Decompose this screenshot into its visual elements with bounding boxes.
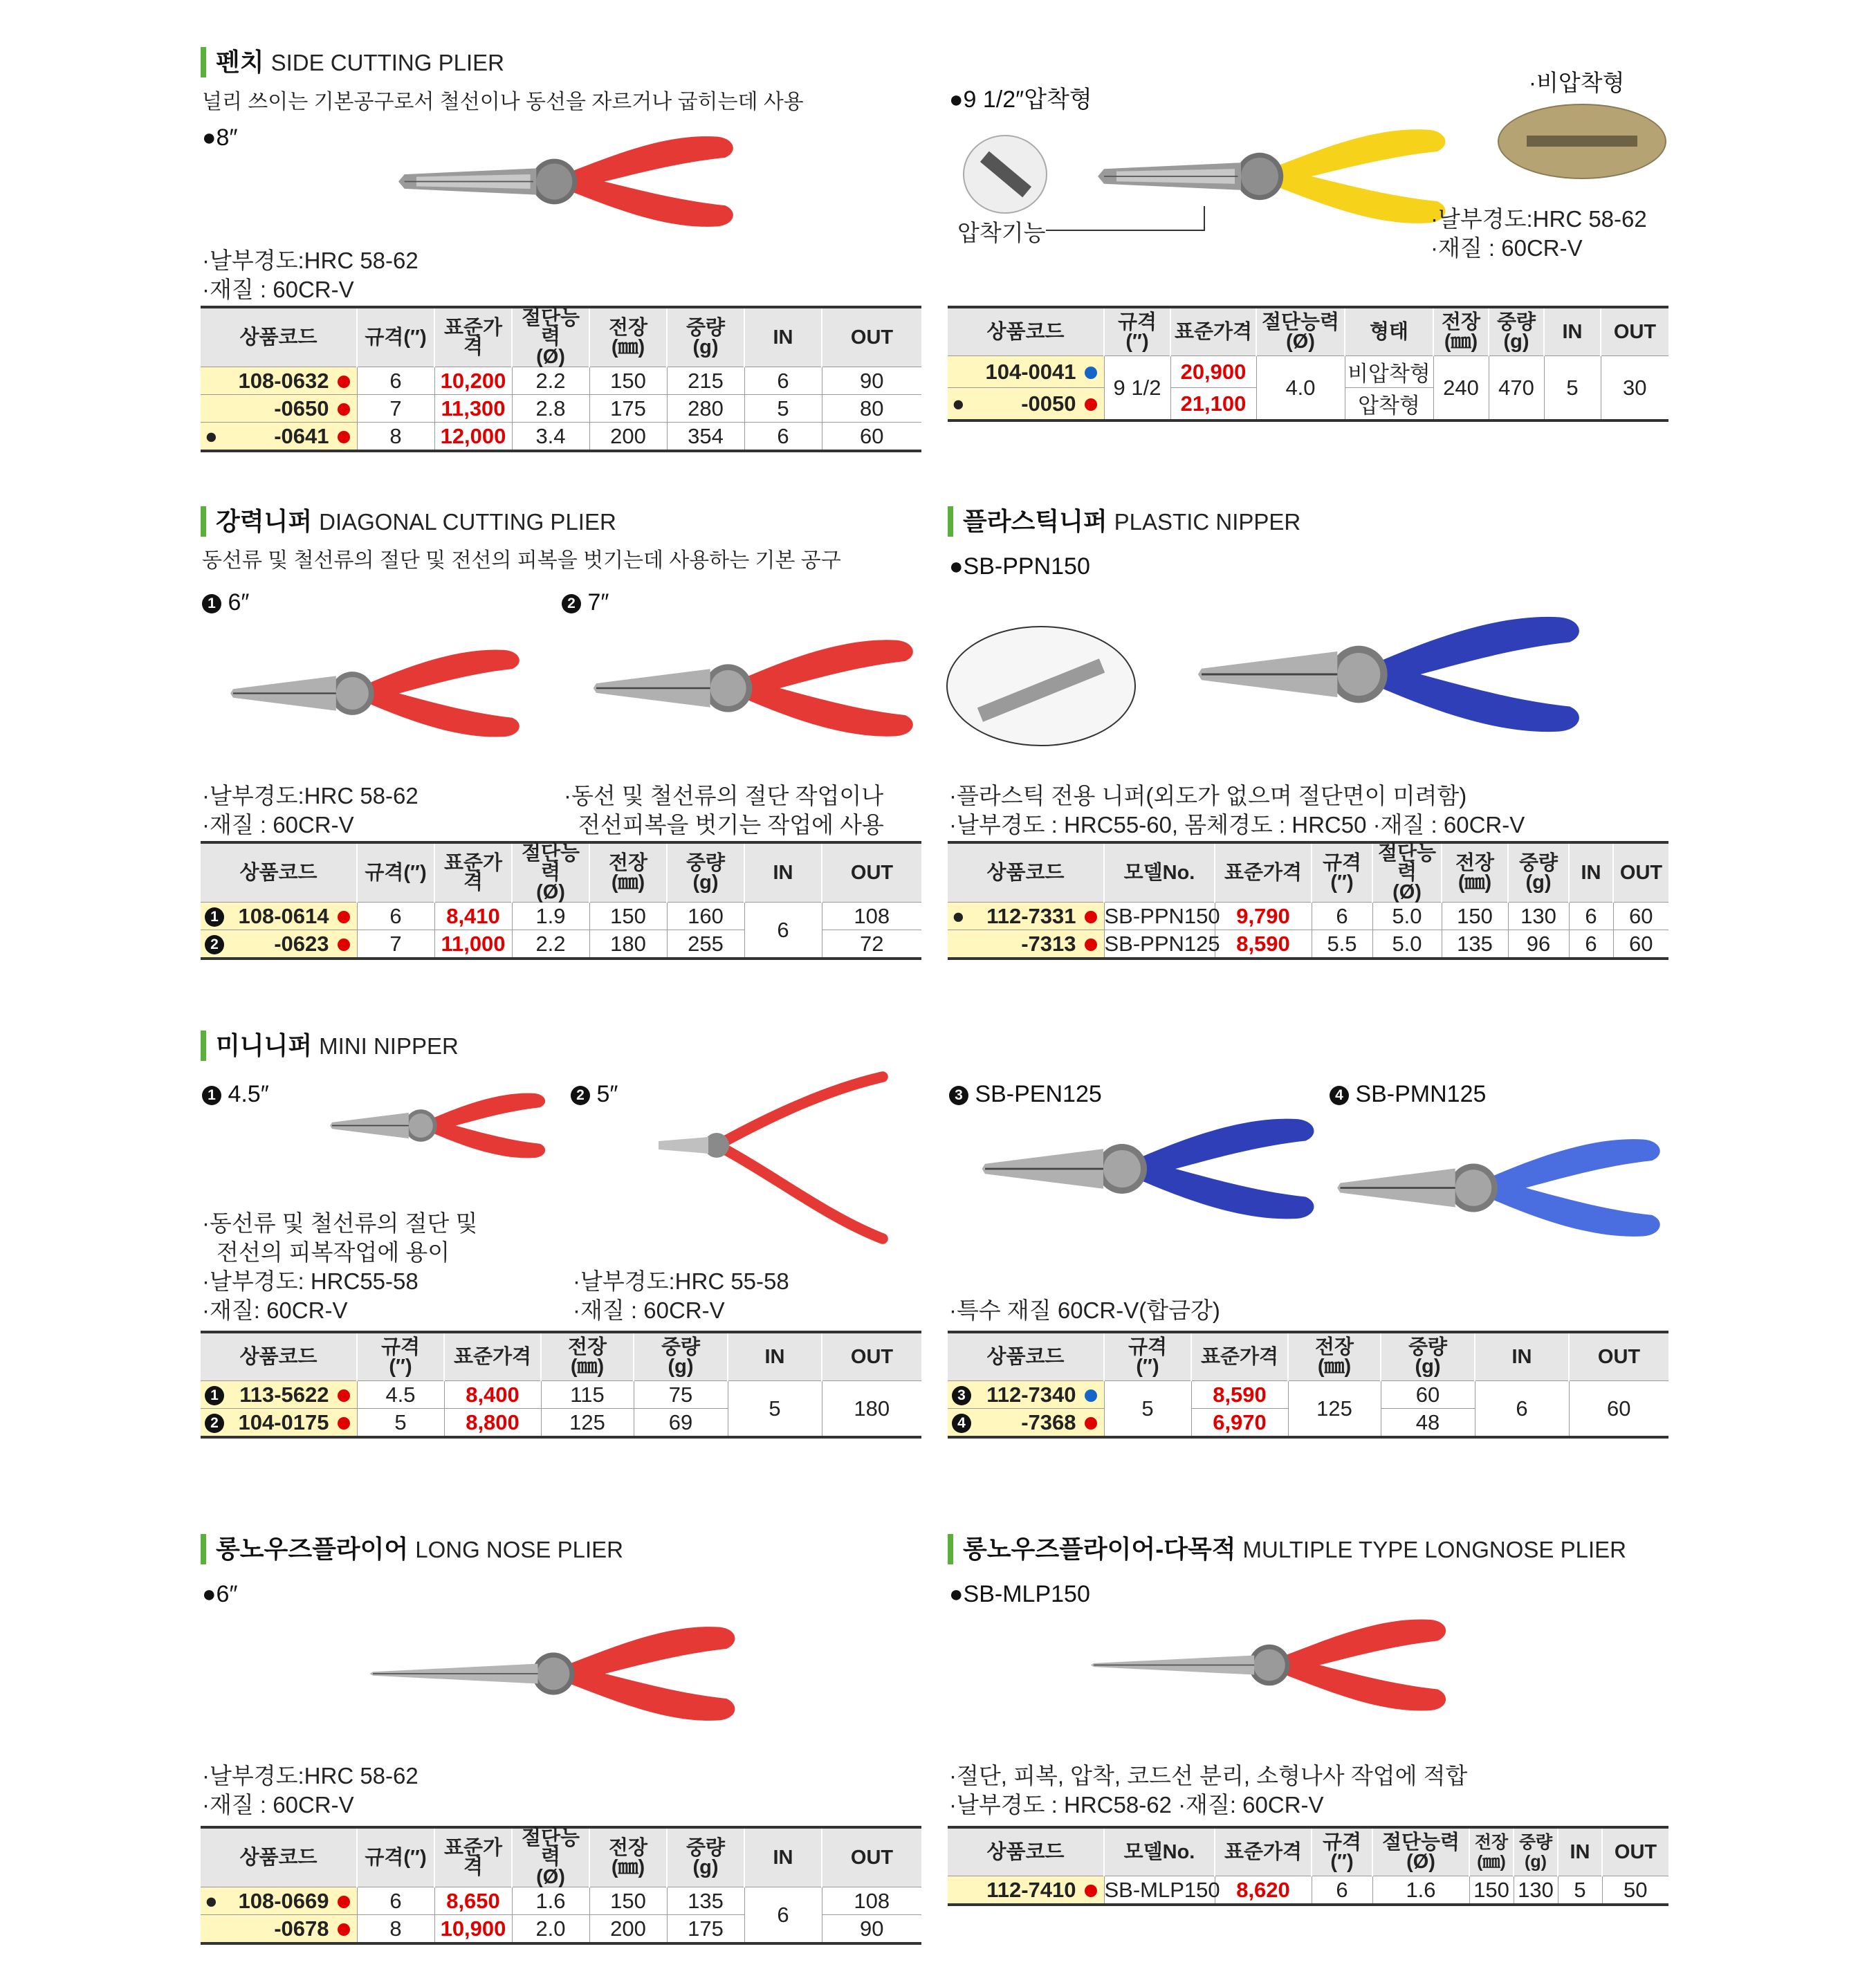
spec-material: ·재질 : 60CR-V bbox=[202, 1792, 354, 1818]
table-crimping bbox=[948, 306, 1668, 422]
spec-hardness: ·날부경도: HRC55-58 bbox=[202, 1268, 419, 1294]
spec-material: ·특수 재질 60CR-V(합금강) bbox=[949, 1297, 1220, 1323]
table-header: 상품코드 모델No. 표준가격 규격 (″) 절단능력 (Ø) 전장 (㎜) 중량 (g) IN OUT bbox=[948, 842, 1668, 903]
table-longnose bbox=[201, 1826, 921, 1945]
spec-hardness-2: ·날부경도:HRC 55-58 bbox=[573, 1268, 789, 1294]
col-cut: 절단능력 (Ø) bbox=[512, 307, 589, 367]
table-row: ● 112-7331 SB-PPN150 9,790 6 5.0 150 130 6 60 bbox=[948, 903, 1668, 930]
table-row: 2 104-0175 5 8,800 125 69 bbox=[201, 1409, 921, 1438]
spec-usage-1: ·동선류 및 철선류의 절단 및 bbox=[202, 1210, 478, 1236]
spec-hardness-material: ·날부경도 : HRC55-60, 몸체경도 : HRC50 ·재질 : 60CR-V bbox=[949, 812, 1525, 838]
product-code: ● -0641 bbox=[201, 423, 357, 452]
size-label: ●8″ bbox=[202, 124, 238, 151]
spec-material: ·재질 : 60CR-V bbox=[202, 812, 354, 838]
table-header: 상품코드 모델No. 표준가격 규격 (″) 절단능력 (Ø) 전장 (㎜) 중량 (g) IN OUT bbox=[948, 1827, 1668, 1876]
section-title-diagonal: 강력니퍼 DIAGONAL CUTTING PLIER bbox=[201, 506, 616, 537]
table-row: 2 -0623 7 11,000 2.2 180 255 72 bbox=[201, 930, 921, 959]
table-header: 상품코드 규격(″) 표준가격 절단능력 (Ø) 전장 (㎜) 중량 (g) IN OUT bbox=[201, 1827, 921, 1887]
table-row: 104-0041 9 1/2 20,900 4.0 비압착형 240 470 5 30 bbox=[948, 356, 1668, 388]
table-row: 1 108-0614 6 8,410 1.9 150 160 6 108 bbox=[201, 903, 921, 930]
col-len: 전장 (㎜) bbox=[589, 307, 667, 367]
spec-usage: ·절단, 피복, 압착, 코드선 분리, 소형나사 작업에 적합 bbox=[949, 1763, 1468, 1788]
diagonal-plier-6-image bbox=[201, 636, 526, 750]
pen125-nipper-image bbox=[948, 1100, 1321, 1238]
table-header: 상품코드 규격(″) 표준가격 절단능력 (Ø) 전장 (㎜) 중량 (g) IN OUT bbox=[201, 842, 921, 903]
plastic-nipper-image bbox=[1159, 602, 1588, 747]
spec-hardness: ·날부경도:HRC 58-62 bbox=[202, 1763, 419, 1788]
pmn125-nipper-image bbox=[1300, 1127, 1671, 1248]
size-label-3: 3 SB-PEN125 bbox=[949, 1081, 1102, 1108]
section-title-longnose: 롱노우즈플라이어 LONG NOSE PLIER bbox=[201, 1534, 623, 1564]
table-row: -7313 SB-PPN125 8,590 5.5 5.0 135 96 6 60 bbox=[948, 930, 1668, 959]
spec-material: ·재질 : 60CR-V bbox=[202, 277, 354, 302]
mini-nipper-5-image bbox=[650, 1069, 899, 1255]
spec-usage-2: 전선의 피복작업에 용이 bbox=[217, 1239, 450, 1265]
table-header: 상품코드 규격 (″) 표준가격 전장 (㎜) 중량 (g) IN OUT bbox=[948, 1332, 1668, 1381]
pointer-line bbox=[1046, 230, 1205, 231]
product-code: -0650 bbox=[201, 395, 357, 423]
press-function-label: 압착기능 bbox=[957, 220, 1046, 246]
table-row: ● -0641 8 12,000 3.4 200 354 6 60 bbox=[201, 423, 921, 452]
section-title-multi-longnose: 롱노우즈플라이어-다목적 MULTIPLE TYPE LONGNOSE PLIER bbox=[948, 1534, 1626, 1564]
spec-material-2: ·재질 : 60CR-V bbox=[573, 1297, 725, 1323]
longnose-plier-image bbox=[353, 1611, 754, 1736]
size-label-2: 2 7″ bbox=[562, 589, 609, 616]
col-out: OUT bbox=[822, 307, 921, 367]
table-pen-pmn bbox=[948, 1331, 1668, 1439]
table-header: 상품코드 규격 (″) 표준가격 절단능력 (Ø) 형태 전장 (㎜) 중량 (g) IN OUT bbox=[948, 307, 1668, 356]
table-plastic bbox=[948, 841, 1668, 960]
table-row: ● 108-0669 6 8,650 1.6 150 135 6 108 bbox=[201, 1887, 921, 1915]
size-label-2: 2 5″ bbox=[571, 1081, 618, 1108]
size-label-1: 1 4.5″ bbox=[202, 1081, 269, 1108]
multi-longnose-plier-image bbox=[1083, 1605, 1456, 1726]
section-title-plastic: 플라스틱니퍼 PLASTIC NIPPER bbox=[948, 506, 1300, 537]
table-multi-longnose bbox=[948, 1826, 1668, 1906]
table-row: 4 -7368 6,970 48 bbox=[948, 1409, 1668, 1438]
crimping-plier-image bbox=[1072, 114, 1460, 239]
section-title-side-cutting bbox=[201, 47, 504, 77]
size-label: ●6″ bbox=[202, 1581, 238, 1607]
table-row: -0650 7 11,300 2.8 175 280 5 80 bbox=[201, 395, 921, 423]
spec-hardness: ·날부경도:HRC 58-62 bbox=[202, 248, 419, 273]
section-title-mini: 미니니퍼 MINI NIPPER bbox=[201, 1030, 459, 1061]
col-code: 상품코드 bbox=[201, 307, 357, 367]
table-header: 상품코드 규격 (″) 표준가격 전장 (㎜) 중량 (g) IN OUT bbox=[201, 1332, 921, 1381]
size-label: ●SB-MLP150 bbox=[949, 1581, 1090, 1607]
table-header bbox=[201, 307, 921, 367]
size-label: ●9 1/2″압착형 bbox=[949, 86, 1092, 113]
product-code: 108-0632 bbox=[201, 367, 357, 395]
spec-material: ·재질: 60CR-V bbox=[202, 1297, 348, 1323]
col-in: IN bbox=[744, 307, 822, 367]
diagonal-plier-7-image bbox=[560, 626, 920, 750]
spec-hardness: ·날부경도:HRC 58-62 bbox=[1431, 206, 1647, 232]
title-ko: 펜치 bbox=[216, 48, 264, 76]
table-row: 108-0632 6 10,200 2.2 150 215 6 90 bbox=[201, 367, 921, 395]
table-row: 1 113-5622 4.5 8,400 115 75 5 180 bbox=[201, 1381, 921, 1409]
section-desc: 널리 쓰이는 기본공구로서 철선이나 동선을 자르거나 굽히는데 사용 bbox=[202, 91, 804, 113]
spec-usage-2: 전선피복을 벗기는 작업에 사용 bbox=[578, 812, 884, 838]
nonpress-detail-image bbox=[1498, 104, 1666, 179]
side-cutting-plier-image bbox=[380, 121, 740, 242]
mini-nipper-45-image bbox=[308, 1075, 550, 1176]
pointer-line-up bbox=[1204, 206, 1205, 231]
size-label: ●SB-PPN150 bbox=[949, 553, 1090, 580]
table-side-cutting bbox=[201, 306, 921, 452]
spec-hardness: ·날부경도:HRC 58-62 bbox=[202, 783, 419, 808]
table-row: 3 112-7340 5 8,590 125 60 6 60 bbox=[948, 1381, 1668, 1409]
section-desc: 동선류 및 철선류의 절단 및 전선의 피복을 벗기는데 사용하는 기본 공구 bbox=[202, 549, 841, 572]
spec-material: ·재질 : 60CR-V bbox=[1431, 235, 1583, 261]
nonpress-label: ·비압착형 bbox=[1529, 70, 1625, 95]
table-row: -0678 8 10,900 2.0 200 175 90 bbox=[201, 1915, 921, 1944]
table-mini bbox=[201, 1331, 921, 1439]
col-price: 표준가격 bbox=[434, 307, 512, 367]
title-en: SIDE CUTTING PLIER bbox=[270, 50, 504, 75]
col-size: 규격(″) bbox=[357, 307, 434, 367]
col-wt: 중량 (g) bbox=[667, 307, 744, 367]
spec-usage: ·플라스틱 전용 니퍼(외도가 없으며 절단면이 미려함) bbox=[949, 783, 1467, 808]
crimp-detail-image bbox=[963, 135, 1047, 214]
table-diagonal bbox=[201, 841, 921, 960]
size-label-4: 4 SB-PMN125 bbox=[1330, 1081, 1486, 1108]
plastic-nipper-detail-image bbox=[946, 626, 1136, 746]
table-row: ● -0050 21,100 압착형 bbox=[948, 388, 1668, 421]
spec-usage-1: ·동선 및 철선류의 절단 작업이나 bbox=[564, 783, 884, 808]
table-row: 112-7410 SB-MLP150 8,620 6 1.6 150 130 5 50 bbox=[948, 1876, 1668, 1905]
spec-hardness-material: ·날부경도 : HRC58-62 ·재질: 60CR-V bbox=[949, 1792, 1324, 1818]
size-label-1: 1 6″ bbox=[202, 589, 249, 616]
